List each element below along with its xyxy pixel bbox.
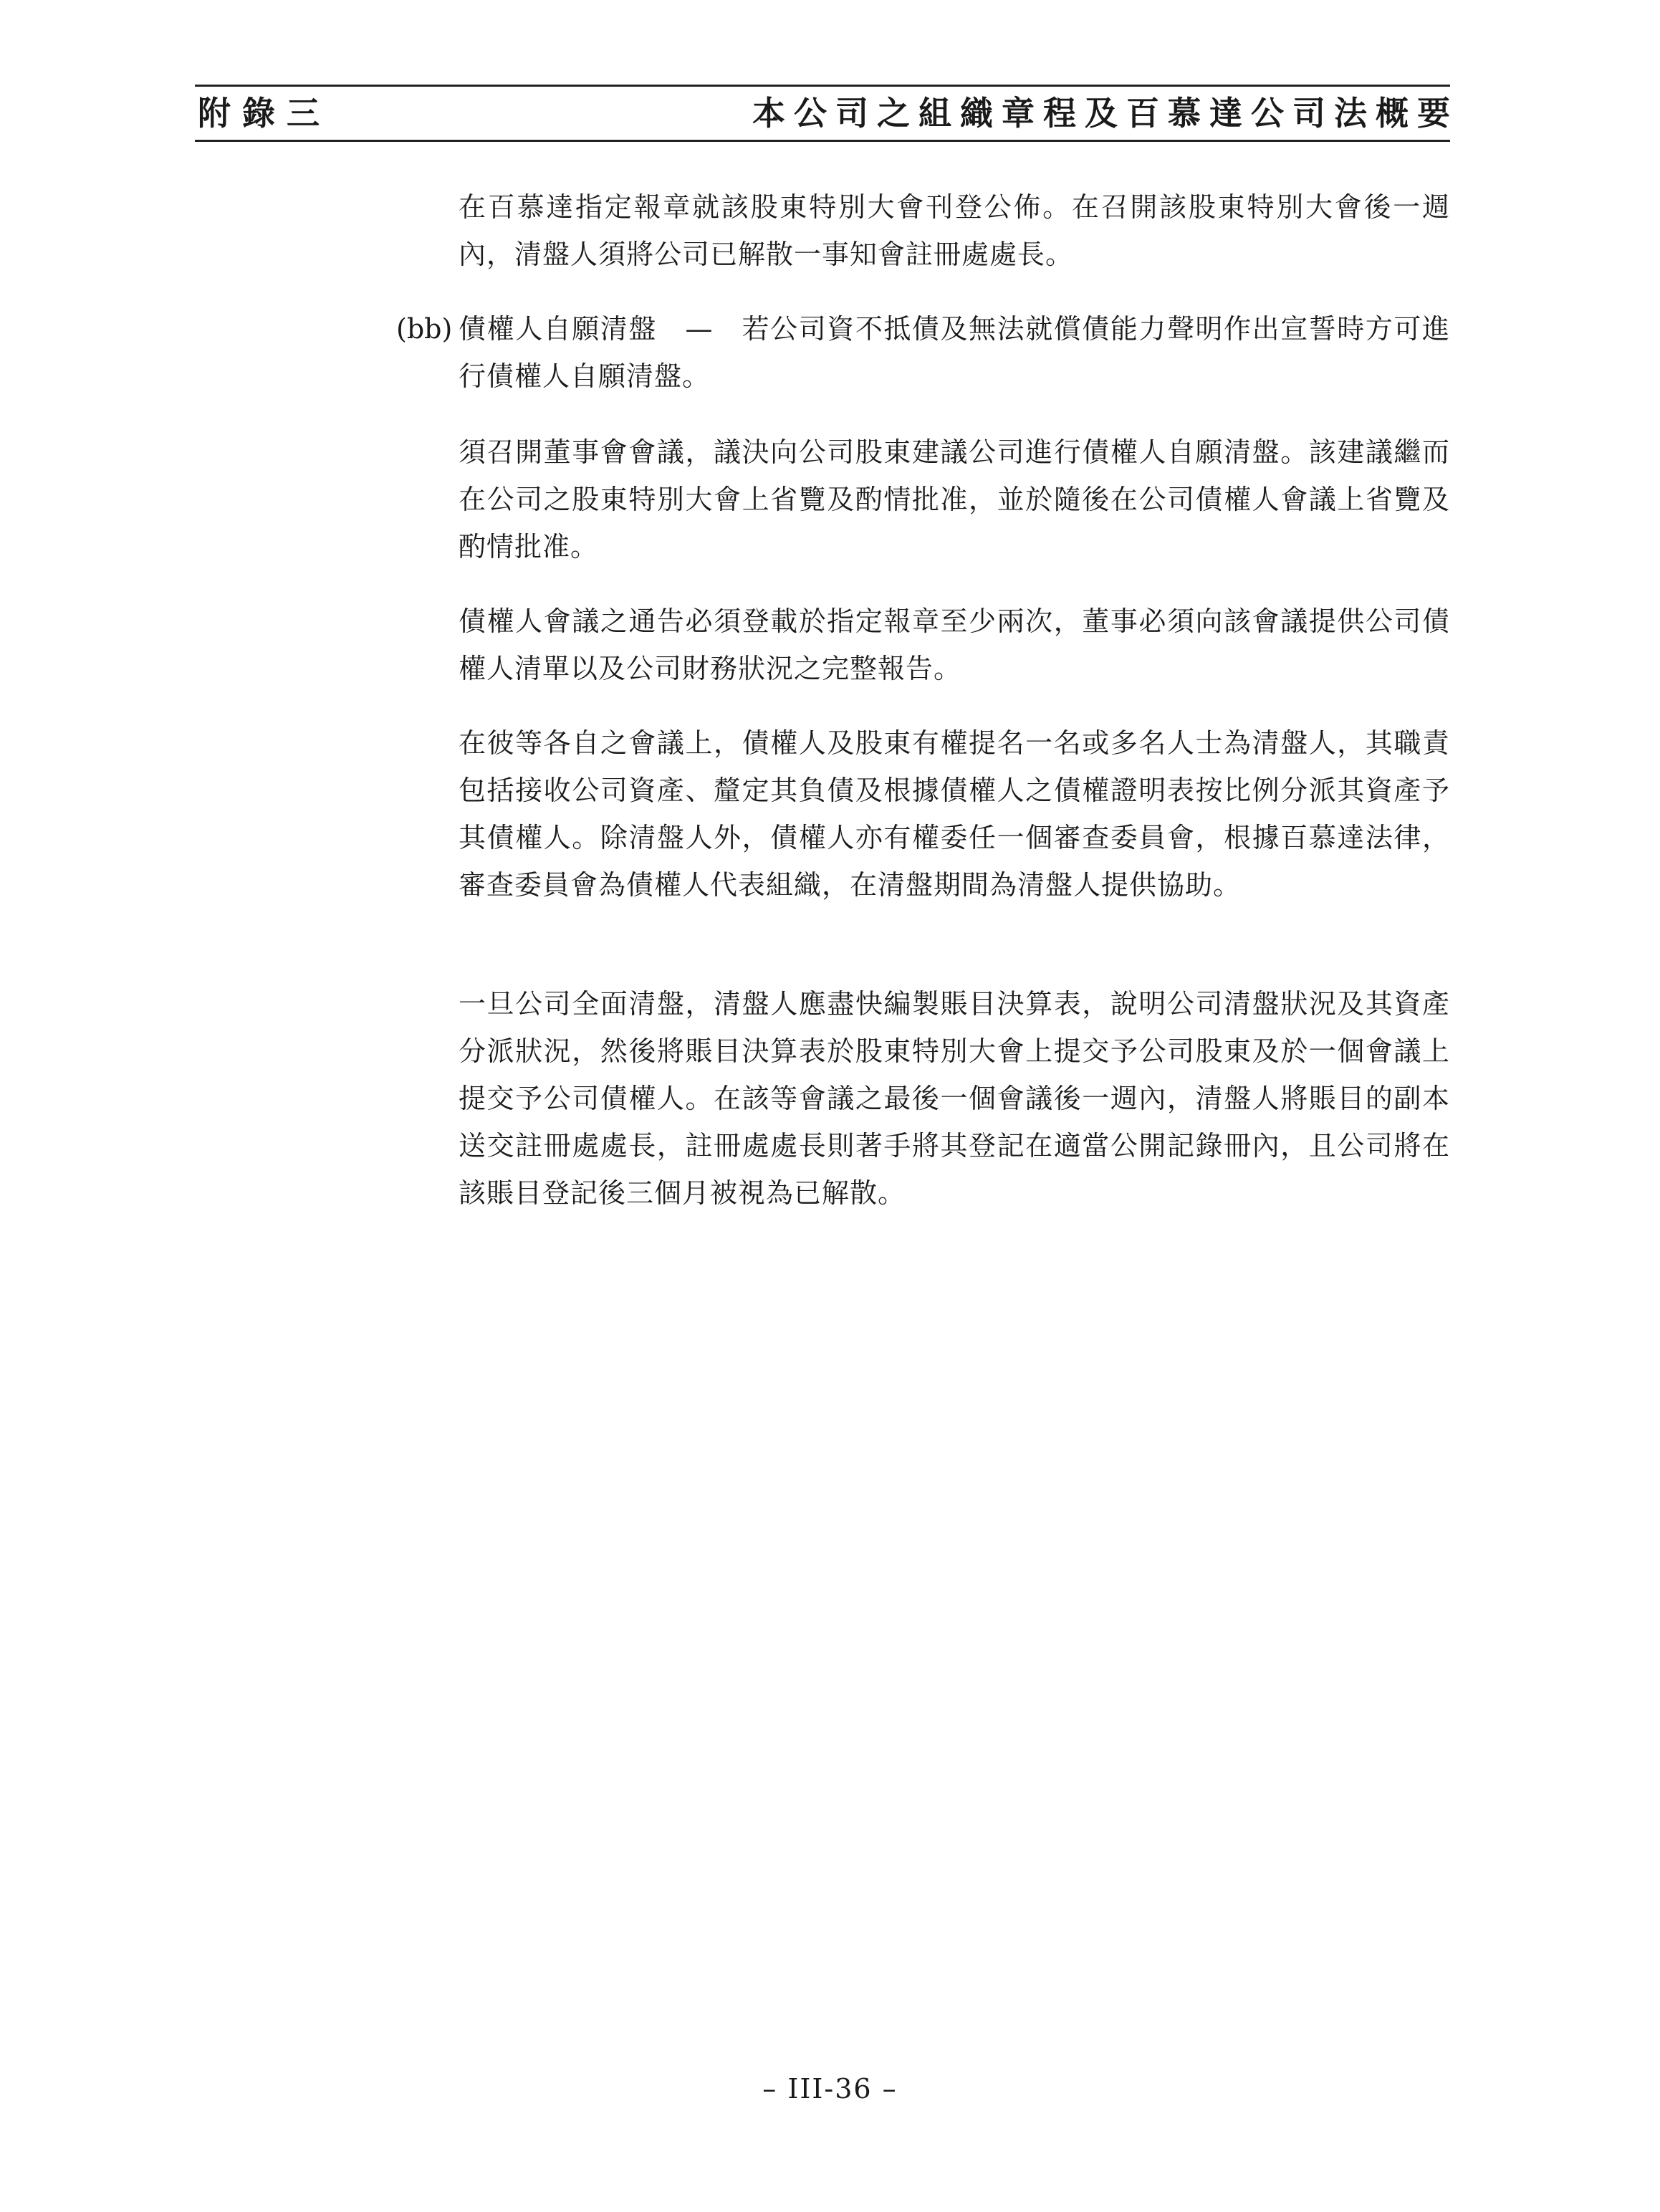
- item-bb-paragraph-2: 須召開董事會會議，議決向公司股東建議公司進行債權人自願清盤。該建議繼而在公司之股東特別大會上省覽及酌情批准，並於隨後在公司債權人會議上省覽及酌情批准。: [459, 436, 1450, 562]
- item-bb-paragraph-1: 債權人自願清盤 — 若公司資不抵債及無法就償債能力聲明作出宣誓時方可進行債權人自願清盤。: [459, 313, 1450, 392]
- item-bb-paragraph-3: 債權人會議之通告必須登載於指定報章至少兩次，董事必須向該會議提供公司債權人清單以及公司財務狀況之完整報告。: [459, 605, 1450, 684]
- appendix-label: 附錄三: [198, 94, 331, 133]
- page-header: [195, 85, 1459, 142]
- intro-paragraph: 在百慕達指定報章就該股東特別大會刊登公佈。在召開該股東特別大會後一週內，清盤人須將公司已解散一事知會註冊處處長。: [459, 191, 1450, 270]
- item-bb-paragraph-4: 在彼等各自之會議上，債權人及股東有權提名一名或多名人士為清盤人，其職責包括接收公司資產、釐定其負債及根據債權人之債權證明表按比例分派其資產予其債權人。除清盤人外，債權人亦有權委任一個審查委員會，根據百慕達法律，審查委員會為債權人代表組織，在清盤期間為清盤人提供協助。: [459, 727, 1450, 901]
- item-label-bb: (bb): [396, 313, 453, 345]
- section-title: 本公司之組織章程及百慕達公司法概要: [752, 94, 1459, 133]
- item-bb-paragraph-5: 一旦公司全面清盤，清盤人應盡快編製賬目決算表，說明公司清盤狀況及其資產分派狀況，然後將賬目決算表於股東特別大會上提交予公司股東及於一個會議上提交予公司債權人。在該等會議之最後一個會議後一週內，清盤人將賬目的副本送交註冊處處長，註冊處處長則著手將其登記在適當公開記錄冊內，且公司將在該賬目登記後三個月被視為已解散。: [459, 988, 1450, 1209]
- page-number: – III-36 –: [762, 2073, 898, 2105]
